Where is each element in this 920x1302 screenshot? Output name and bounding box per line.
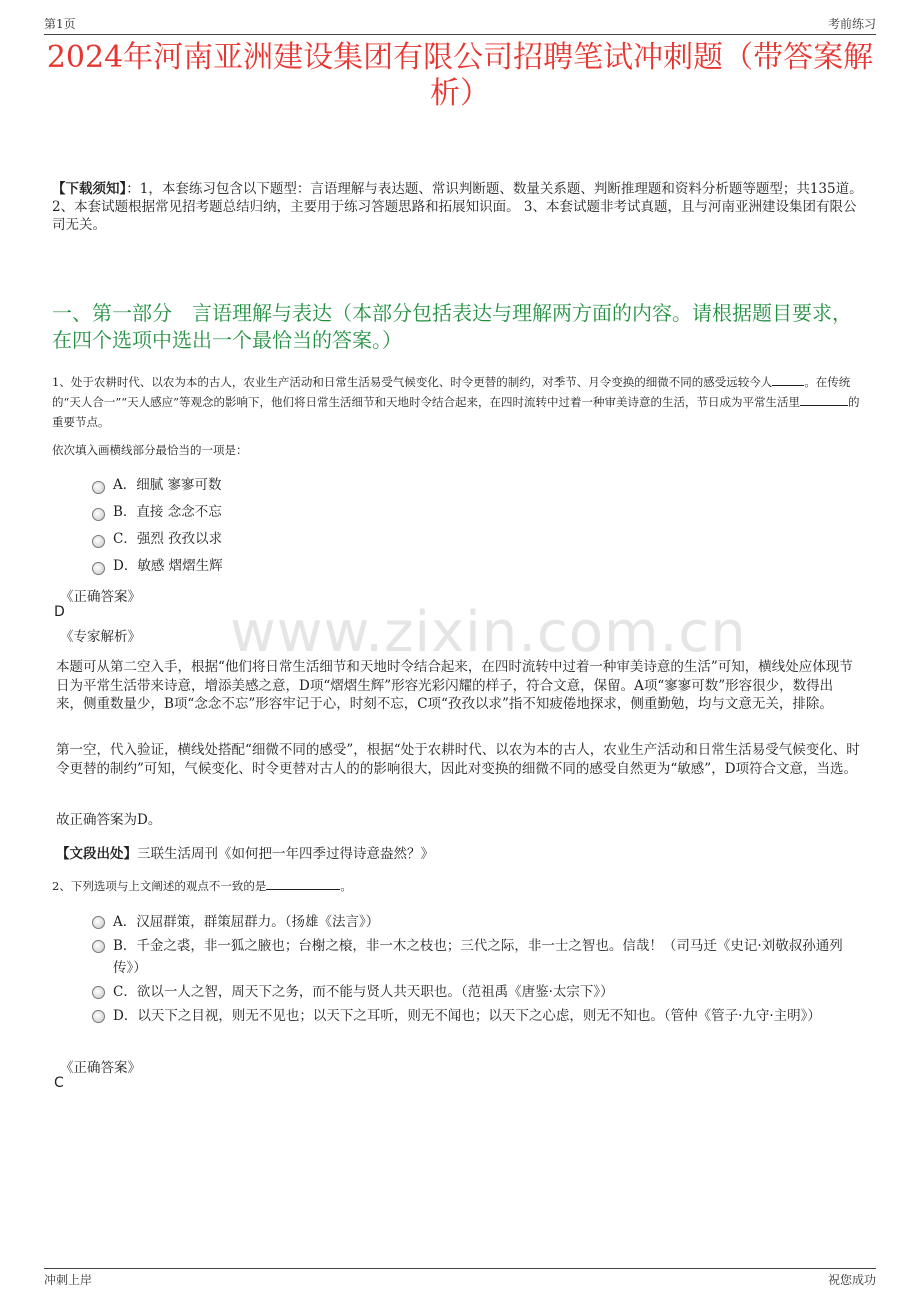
option-d[interactable] <box>92 557 223 576</box>
answer-value: D <box>54 604 65 620</box>
option-b[interactable] <box>92 503 223 522</box>
document-title: 2024年河南亚洲建设集团有限公司招聘笔试冲刺题（带答案解析） <box>46 40 874 111</box>
question-2-options <box>92 911 860 1029</box>
page-number: 第1页 <box>44 17 76 31</box>
option-label: C．强烈 孜孜以求 <box>113 531 223 547</box>
blank-line <box>772 385 804 386</box>
source-line <box>56 845 860 864</box>
radio-icon[interactable] <box>92 508 105 521</box>
question-2-text: 2、下列选项与上文阐述的观点不一致的是 <box>52 879 267 893</box>
radio-icon[interactable] <box>92 940 105 953</box>
question-2-stem <box>52 878 352 894</box>
notice-label: 【下载须知】 <box>52 181 127 197</box>
header-tag: 考前练习 <box>827 17 876 31</box>
answer-label: 《正确答案》 <box>60 1060 141 1076</box>
conclusion: 故正确答案为D。 <box>56 812 162 828</box>
option-label: A．汉屈群策，群策屈群力。（扬雄《法言》） <box>113 914 380 930</box>
footer-right: 祝您成功 <box>827 1273 876 1287</box>
option-a[interactable] <box>92 476 223 495</box>
analysis-paragraph-2: 第一空，代入验证，横线处搭配“细微不同的感受”，根据“处于农耕时代、以农为本的古人，农业生产活动和日常生活易受气候变化、时令更替的制约”可知，气候变化、时令更替对古人的的影响很大，因此对变换的细微不同的感受自然更为“敏感”，D项符合文意，当选。 <box>56 742 860 777</box>
question-1-text-part: 。在传统的“天人合一”“天人感应”等观念的影响下，他们将日常生活细节和天地时令结合起来，在四时流转中过着一种审美诗意的生活，节日成为平常生活里 <box>52 375 851 409</box>
option-c[interactable] <box>92 981 860 1003</box>
question-1-prompt: 依次填入画横线部分最恰当的一项是： <box>52 443 248 457</box>
question-1-stem <box>52 372 864 432</box>
source-text: 三联生活周刊《如何把一年四季过得诗意盎然？》 <box>137 846 434 862</box>
question-1-text-part: 1、处于农耕时代、以农为本的古人，农业生产活动和日常生活易受气候变化、时令更替的制约，对季节、月令变换的细微不同的感受远较今人 <box>52 375 773 389</box>
option-label: B．千金之裘，非一狐之腋也；台榭之榱，非一木之枝也；三代之际，非一士之智也。信哉！（司马迁《史记·刘敬叔孙通列传》） <box>113 938 843 976</box>
download-notice <box>52 180 868 234</box>
radio-icon[interactable] <box>92 986 105 999</box>
radio-icon[interactable] <box>92 535 105 548</box>
question-1-options <box>92 476 223 584</box>
question-1-text-part: 的重要节点。 <box>52 395 860 429</box>
footer-left: 冲刺上岸 <box>44 1273 93 1287</box>
radio-icon[interactable] <box>92 1010 105 1023</box>
option-label: A．细腻 寥寥可数 <box>113 477 222 493</box>
option-label: D．以天下之目视，则无不见也；以天下之耳听，则无不闻也；以天下之心虑，则无不知也。（管仲《管子·九守·主明》） <box>113 1008 821 1024</box>
watermark: www.zixin.com.cn <box>230 600 747 665</box>
radio-icon[interactable] <box>92 481 105 494</box>
option-a[interactable] <box>92 911 860 933</box>
question-2-text-end: 。 <box>340 879 352 893</box>
section-heading: 一、第一部分 言语理解与表达（本部分包括表达与理解两方面的内容。请根据题目要求，在四个选项中选出一个最恰当的答案。） <box>52 301 852 352</box>
blank-line <box>800 405 848 406</box>
radio-icon[interactable] <box>92 562 105 575</box>
option-label: B．直接 念念不忘 <box>113 504 222 520</box>
analysis-label: 《专家解析》 <box>60 629 141 645</box>
answer-label: 《正确答案》 <box>60 589 141 605</box>
page-footer <box>44 1268 876 1295</box>
source-label: 【文段出处】 <box>56 846 137 862</box>
option-b[interactable] <box>92 935 860 979</box>
radio-icon[interactable] <box>92 916 105 929</box>
blank-line <box>266 889 340 890</box>
analysis-paragraph-1: 本题可从第二空入手，根据“他们将日常生活细节和天地时令结合起来，在四时流转中过着一种审美诗意的生活”可知，横线处应体现节日为平常生活带来诗意，增添美感之意，D项“熠熠生辉”形容光彩闪耀的样子，符合文意，保留。A项“寥寥可数”形容很少，数得出来，侧重数量少，B项“念念不忘”形容牢记于心，时刻不忘，C项“孜孜以求”指不知疲倦地探求，侧重勤勉，均与文意无关，排除。 <box>56 659 853 712</box>
option-d[interactable] <box>92 1005 860 1027</box>
option-label: D．敏感 熠熠生辉 <box>113 558 223 574</box>
answer-value: C <box>54 1075 64 1091</box>
option-label: C．欲以一人之智，周天下之务，而不能与贤人共天职也。（范祖禹《唐鉴·太宗下》） <box>113 984 614 1000</box>
page-header <box>44 10 876 35</box>
option-c[interactable] <box>92 530 223 549</box>
notice-text: ：1，本套练习包含以下题型：言语理解与表达题、常识判断题、数量关系题、判断推理题和资料分析题等题型；共135道。 2、本套试题根据常见招考题总结归纳，主要用于练习答题思路和拓展知识面。 3、本套试题非考试真题，且与河南亚洲建设集团有限公司无关。 <box>52 181 863 233</box>
